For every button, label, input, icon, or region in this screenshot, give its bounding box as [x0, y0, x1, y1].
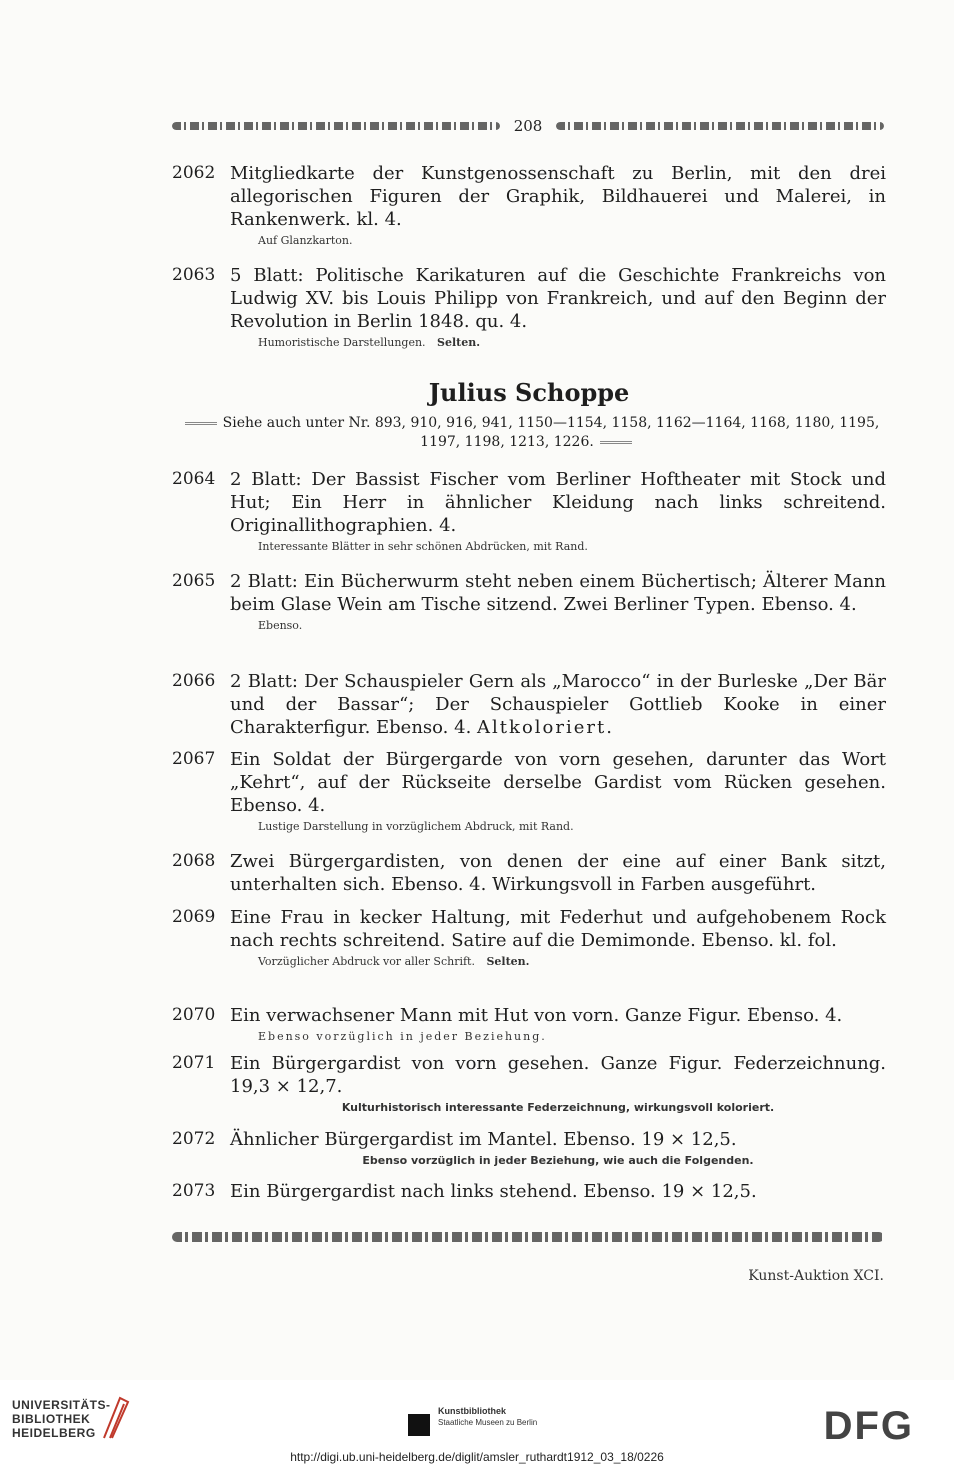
page-number: 208: [513, 117, 543, 135]
lot-note: Ebenso vorzüglich in jeder Beziehung, wie auch die Folgenden.: [362, 1154, 754, 1167]
uni-line-3: HEIDELBERG: [12, 1426, 96, 1440]
lot-description: Ein Bürgergardist nach links stehend. Ebenso. 19 × 12,5.: [230, 1181, 757, 1202]
kb-title: Kunstbibliothek: [438, 1406, 506, 1416]
university-library-logo-text: [12, 1398, 111, 1440]
ornament-band-right: [556, 122, 884, 130]
rule-right: [600, 441, 632, 444]
lot-description: Eine Frau in kecker Haltung, mit Federhut und aufgehobenem Rock nach rechts schreitend. Satire auf die Demimonde. Ebenso. kl. fol.: [230, 907, 886, 951]
lot-note: [258, 335, 886, 351]
uni-line-2: BIBLIOTHEK: [12, 1412, 91, 1426]
catalog-entry: [172, 1004, 886, 1045]
lot-number: 2070: [172, 1005, 216, 1025]
lot-description: Ein Soldat der Bürgergarde von vorn gesehen, darunter das Wort „Kehrt“, auf der Rückseite derselbe Gardist vom Rücken gesehen. Ebenso. 4.: [230, 749, 886, 816]
lot-number: 2073: [172, 1181, 216, 1201]
catalog-entry: [172, 850, 886, 896]
rarity-label: Selten.: [437, 336, 481, 349]
lot-description: Mitgliedkarte der Kunstgenossenschaft zu Berlin, mit den drei allegorischen Figuren der Graphik, Bildhauerei und Malerei, in Rankenwerk. kl. 4.: [230, 163, 886, 230]
artist-heading: Julius Schoppe: [428, 378, 630, 407]
lot-description: 5 Blatt: Politische Karikaturen auf die Geschichte Frankreichs von Ludwig XV. bis Louis Philipp von Frankreich, und auf den Beginn der Revolution in Berlin 1848. qu. 4.: [230, 265, 886, 332]
lot-note: Ebenso.: [258, 619, 303, 632]
lot-note: Interessante Blätter in sehr schönen Abdrücken, mit Rand.: [258, 540, 588, 553]
lot-number: 2072: [172, 1129, 216, 1149]
see-also-references: [172, 414, 886, 452]
lot-note: Auf Glanzkarton.: [258, 234, 353, 247]
lot-number: 2064: [172, 469, 216, 489]
lot-number: 2065: [172, 571, 216, 591]
catalog-entry: [172, 570, 886, 634]
catalog-entry: [172, 906, 886, 970]
lot-note: [258, 954, 886, 970]
kunstbibliothek-label: [438, 1406, 537, 1428]
see-also-text: Siehe auch unter Nr. 893, 910, 916, 941, 1150—1154, 1158, 1162—1164, 1168, 1180, 1195, 1197, 1198, 1213, 1226.: [222, 415, 880, 450]
lot-description: Ein Bürgergardist von vorn gesehen. Ganze Figur. Federzeichnung. 19,3 × 12,7.: [230, 1053, 886, 1097]
lot-number: 2068: [172, 851, 216, 871]
lot-note: Lustige Darstellung in vorzüglichem Abdruck, mit Rand.: [258, 820, 574, 833]
lot-description: Ein verwachsener Mann mit Hut von vorn. Ganze Figur. Ebenso. 4.: [230, 1005, 843, 1026]
catalog-entry: [172, 162, 886, 249]
lot-number: 2062: [172, 163, 216, 183]
ornament-band-left: [172, 122, 500, 130]
lot-description: 2 Blatt: Der Bassist Fischer vom Berliner Hoftheater mit Stock und Hut; Ein Herr in ähnlicher Kleidung nach links schreitend. Originallithographien. 4.: [230, 469, 886, 536]
digitization-footer: [0, 1380, 954, 1468]
catalog-entry: [172, 264, 886, 351]
description-text: 2 Blatt: Der Schauspieler Gern als „Marocco“ in der Burleske „Der Bär und der Bassar“; Der Schauspieler Gottlieb Kooke in einer Charakterfigur. Ebenso. 4.: [230, 671, 886, 738]
header-ornament: [172, 114, 884, 138]
catalog-signature: Kunst-Auktion XCI.: [748, 1268, 884, 1284]
rule-left: [185, 422, 217, 425]
note-text: Humoristische Darstellungen.: [258, 336, 426, 349]
lot-note: Kulturhistorisch interessante Federzeichnung, wirkungsvoll koloriert.: [341, 1101, 775, 1114]
footer-ornament: [172, 1232, 884, 1242]
catalog-entry: [172, 1052, 886, 1116]
lot-number: 2066: [172, 671, 216, 691]
lot-description: [230, 670, 886, 739]
rarity-label: Selten.: [486, 955, 530, 968]
lot-note: Ebenso vorzüglich in jeder Beziehung.: [258, 1030, 547, 1043]
catalog-entry: [172, 748, 886, 835]
uni-line-1: UNIVERSITÄTS-: [12, 1398, 111, 1412]
lot-description: Zwei Bürgergardisten, von denen der eine auf einer Bank sitzt, unterhalten sich. Ebenso. 4. Wirkungsvoll in Farben ausgeführt.: [230, 851, 886, 895]
lot-description: 2 Blatt: Ein Bücherwurm steht neben einem Büchertisch; Älterer Mann beim Glase Wein am Tische sitzend. Zwei Berliner Typen. Ebenso. 4.: [230, 571, 886, 615]
catalog-entry: [172, 1128, 886, 1169]
catalog-entry: [172, 670, 886, 739]
catalog-entry: [172, 468, 886, 555]
dfg-logo: DFG: [823, 1404, 914, 1448]
lot-description: Ähnlicher Bürgergardist im Mantel. Ebenso. 19 × 12,5.: [230, 1129, 737, 1150]
lot-number: 2067: [172, 749, 216, 769]
lot-number: 2071: [172, 1053, 216, 1073]
note-text: Vorzüglicher Abdruck vor aller Schrift.: [258, 955, 475, 968]
kb-subtitle: Staatliche Museen zu Berlin: [438, 1418, 538, 1427]
kunstbibliothek-logo-icon: [408, 1414, 430, 1436]
library-emblem-icon: [100, 1394, 132, 1440]
lot-number: 2063: [172, 265, 216, 285]
source-url[interactable]: http://digi.ub.uni-heidelberg.de/diglit/amsler_ruthardt1912_03_18/0226: [290, 1450, 664, 1464]
coloring-label: Altkoloriert.: [477, 717, 614, 738]
catalog-entry: [172, 1180, 886, 1203]
lot-number: 2069: [172, 907, 216, 927]
